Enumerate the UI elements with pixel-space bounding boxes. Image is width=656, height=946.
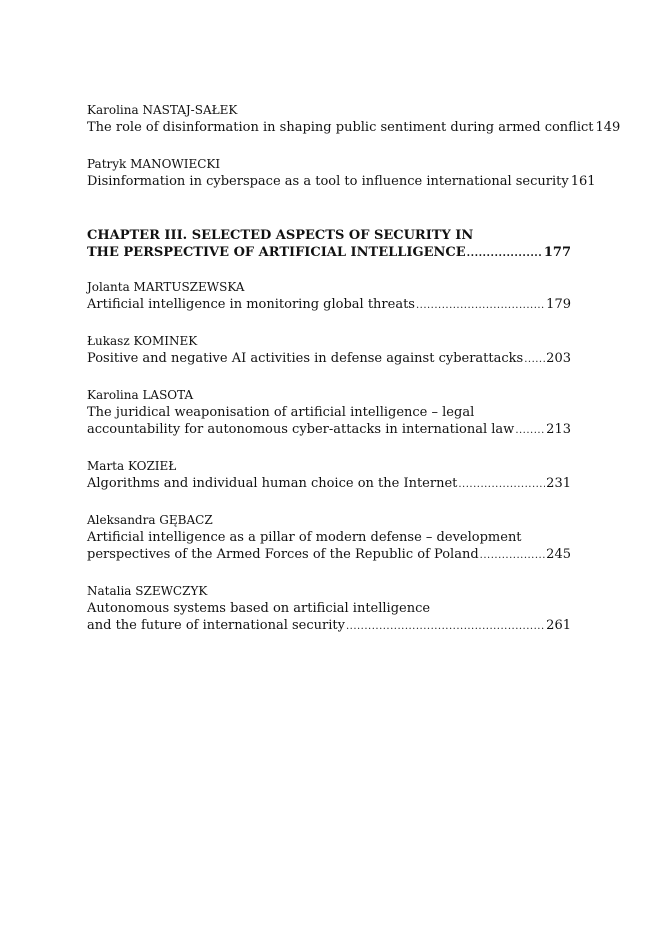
page-number: 213 <box>546 422 571 437</box>
leader-dots <box>467 245 543 262</box>
chapter-title: THE PERSPECTIVE OF ARTIFICIAL INTELLIGENCE <box>87 245 466 260</box>
entry-title-line <box>87 617 571 634</box>
entry-title: The role of disinformation in shaping public sentiment during armed conflict <box>87 120 594 135</box>
toc-entry <box>87 333 571 367</box>
entry-author: Aleksandra GĘBACZ <box>87 513 213 527</box>
page-number: 149 <box>595 120 621 135</box>
entry-author: Łukasz KOMINEK <box>87 334 198 348</box>
entry-author: Natalia SZEWCZYK <box>87 584 208 598</box>
entry-title: and the future of international security <box>87 618 345 633</box>
entry-title-line <box>87 475 571 492</box>
page-number: 179 <box>546 297 571 312</box>
entry-title-line <box>87 421 571 438</box>
toc-entry <box>87 458 571 492</box>
entry-title-line <box>87 350 571 367</box>
leader-dots <box>480 547 546 564</box>
toc-entry <box>87 583 571 634</box>
toc-entry <box>87 279 571 313</box>
leader-dots <box>416 297 545 314</box>
entry-title-line <box>87 173 596 190</box>
page-number: 177 <box>543 245 571 260</box>
chapter-title-line: CHAPTER III. SELECTED ASPECTS OF SECURITY IN <box>87 228 474 243</box>
leader-dots <box>346 618 545 635</box>
page-number: 245 <box>546 547 571 562</box>
leader-dots <box>524 351 545 368</box>
entry-title: accountability for autonomous cyber-attacks in international law <box>87 422 515 437</box>
table-of-contents <box>87 102 621 634</box>
toc-entry <box>87 102 621 136</box>
leader-dots <box>515 422 545 439</box>
entry-author: Karolina NASTAJ-SAŁEK <box>87 103 238 117</box>
entry-author: Patryk MANOWIECKI <box>87 157 221 171</box>
entry-title-line <box>87 296 571 313</box>
entry-title: Positive and negative AI activities in defense against cyberattacks <box>87 351 524 366</box>
chapter-heading <box>87 227 571 261</box>
toc-entry <box>87 512 571 563</box>
entry-author: Marta KOZIEŁ <box>87 459 177 473</box>
entry-title: The juridical weaponisation of artificial intelligence – legal <box>87 405 475 420</box>
entry-title: Artificial intelligence as a pillar of modern defense – development <box>87 530 522 545</box>
entry-title: Disinformation in cyberspace as a tool to influence international security <box>87 174 569 189</box>
entry-title-line <box>87 119 621 136</box>
page-number: 203 <box>546 351 571 366</box>
chapter-title-line <box>87 244 571 261</box>
page-number: 161 <box>570 174 596 189</box>
entry-title-line <box>87 546 571 563</box>
toc-entry <box>87 156 596 190</box>
entry-title: Algorithms and individual human choice on the Internet <box>87 476 458 491</box>
entry-title: perspectives of the Armed Forces of the Republic of Poland <box>87 547 479 562</box>
entry-author: Jolanta MARTUSZEWSKA <box>87 280 245 294</box>
page-number: 231 <box>546 476 571 491</box>
entry-author: Karolina LASOTA <box>87 388 194 402</box>
entry-title: Autonomous systems based on artificial intelligence <box>87 601 431 616</box>
page-number: 261 <box>546 618 571 633</box>
toc-entry <box>87 387 571 438</box>
leader-dots <box>458 476 545 493</box>
entry-title: Artificial intelligence in monitoring global threats <box>87 297 415 312</box>
